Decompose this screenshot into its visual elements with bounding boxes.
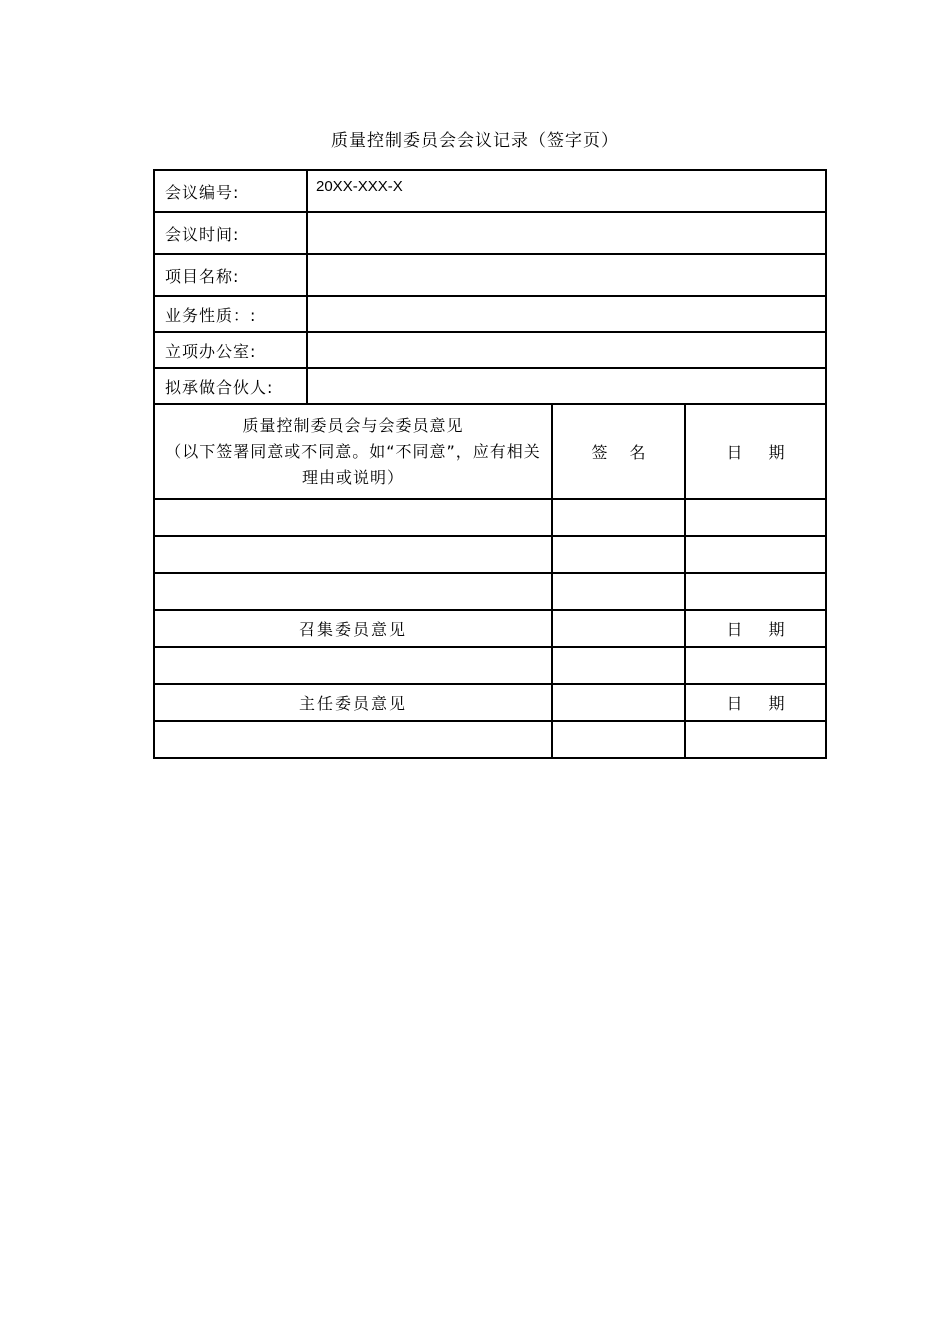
project-office-label: 立项办公室: xyxy=(154,332,307,368)
convener-date-header-cell xyxy=(685,610,826,647)
opinion-header-note: （以下签署同意或不同意。如“不同意”，应有相关理由或说明） xyxy=(165,441,541,487)
info-row-business-nature xyxy=(154,296,826,332)
convener-header-row xyxy=(154,610,826,647)
table-row xyxy=(154,536,826,573)
convener-opinion-label: 召集委员意见 xyxy=(154,610,552,647)
member-opinion-cell[interactable] xyxy=(154,499,552,536)
meeting-time-field[interactable] xyxy=(307,212,826,254)
chair-header-row xyxy=(154,684,826,721)
member-signature-cell[interactable] xyxy=(552,499,685,536)
signature-header: 签名 xyxy=(591,443,668,462)
chair-signature-input-cell[interactable] xyxy=(552,721,685,758)
member-signature-cell[interactable] xyxy=(552,573,685,610)
partner-field[interactable] xyxy=(307,368,826,404)
signature-header-cell xyxy=(552,404,685,499)
chair-opinion-cell[interactable] xyxy=(154,721,552,758)
project-name-label: 项目名称: xyxy=(154,254,307,296)
project-name-field[interactable] xyxy=(307,254,826,296)
member-opinion-cell[interactable] xyxy=(154,536,552,573)
chair-signature-cell[interactable] xyxy=(552,684,685,721)
info-row-meeting-number xyxy=(154,170,826,212)
chair-opinion-label: 主任委员意见 xyxy=(154,684,552,721)
convener-signature-input-cell[interactable] xyxy=(552,647,685,684)
member-date-cell[interactable] xyxy=(685,573,826,610)
opinion-header-row xyxy=(154,404,826,499)
document-title: 质量控制委员会会议记录（签字页） xyxy=(331,131,619,151)
table-row xyxy=(154,647,826,684)
member-signature-cell[interactable] xyxy=(552,536,685,573)
meeting-time-label: 会议时间: xyxy=(154,212,307,254)
member-date-cell[interactable] xyxy=(685,499,826,536)
partner-label: 拟承做合伙人: xyxy=(154,368,307,404)
info-row-meeting-time xyxy=(154,212,826,254)
chair-date-cell[interactable] xyxy=(685,721,826,758)
business-nature-field[interactable] xyxy=(307,296,826,332)
chair-date-label: 日期 xyxy=(726,694,811,713)
chair-date-header-cell xyxy=(685,684,826,721)
table-row xyxy=(154,721,826,758)
project-office-field[interactable] xyxy=(307,332,826,368)
date-header-cell xyxy=(685,404,826,499)
info-row-project-name xyxy=(154,254,826,296)
member-date-cell[interactable] xyxy=(685,536,826,573)
table-row xyxy=(154,573,826,610)
convener-date-label: 日期 xyxy=(726,620,811,639)
business-nature-label: 业务性质：: xyxy=(154,296,307,332)
meeting-number-field[interactable]: 20XX-XXX-X xyxy=(307,170,826,212)
convener-signature-cell[interactable] xyxy=(552,610,685,647)
member-opinion-cell[interactable] xyxy=(154,573,552,610)
meeting-info-table xyxy=(153,169,827,405)
opinion-header-cell xyxy=(154,404,552,499)
date-header: 日期 xyxy=(726,443,811,462)
convener-opinion-cell[interactable] xyxy=(154,647,552,684)
opinion-table xyxy=(153,403,827,759)
info-row-project-office xyxy=(154,332,826,368)
info-row-partner xyxy=(154,368,826,404)
meeting-number-label: 会议编号: xyxy=(154,170,307,212)
table-row xyxy=(154,499,826,536)
convener-date-cell[interactable] xyxy=(685,647,826,684)
opinion-header-title: 质量控制委员会与会委员意见 xyxy=(242,415,464,435)
